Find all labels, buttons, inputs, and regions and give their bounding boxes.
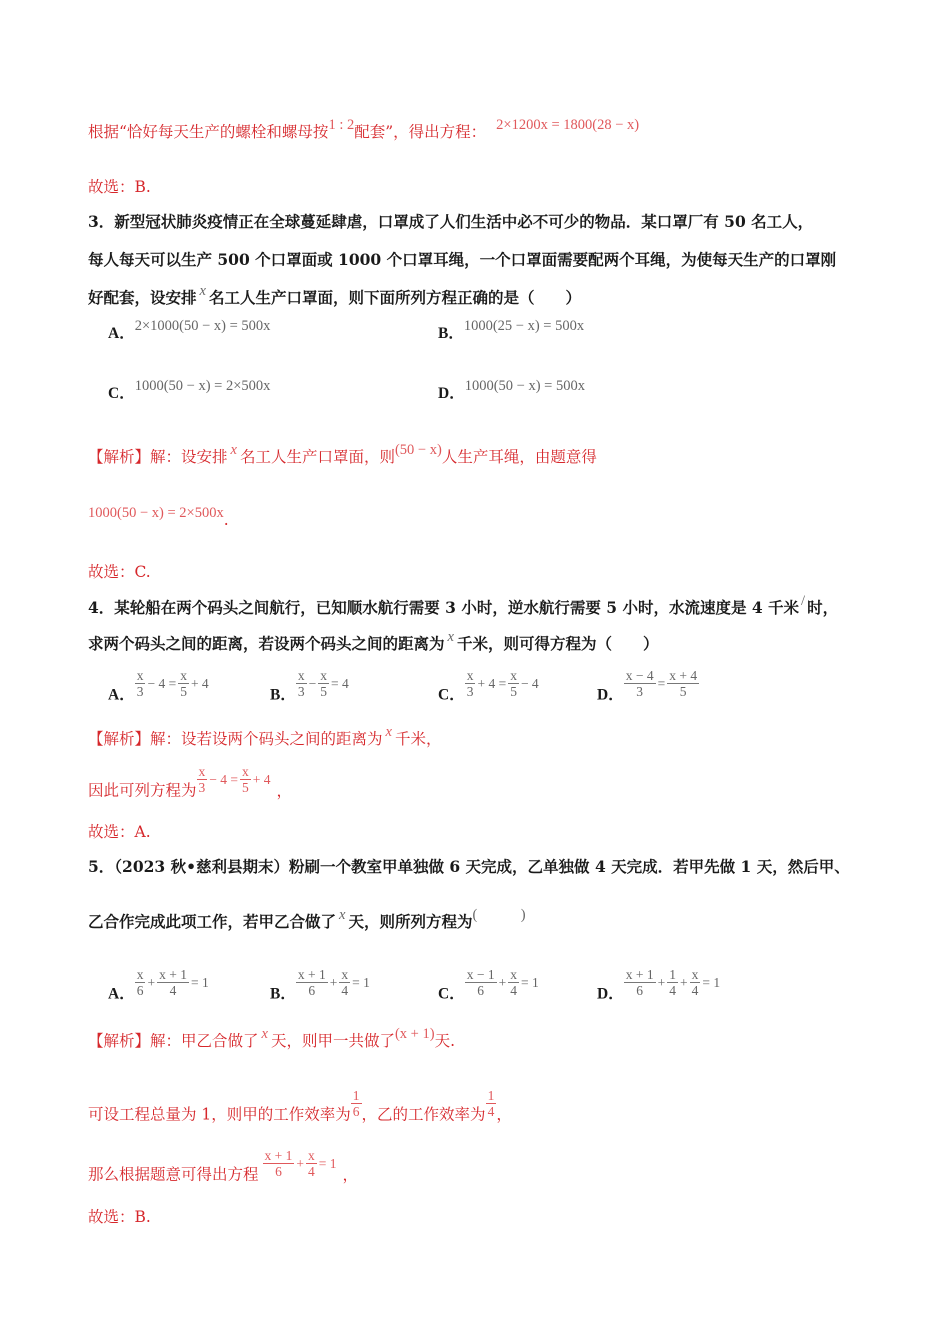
q4-option-c-label: C． <box>438 686 465 704</box>
q4-option-d[interactable] <box>597 668 699 705</box>
q4-b-frac2: $\frac{x}{5}$ <box>320 668 327 699</box>
q3-line3-a: 好配套，设安排 <box>88 288 197 307</box>
q4-sol2-a: 因此可列方程为 <box>88 781 197 800</box>
q3-option-a-label: A． <box>108 325 135 342</box>
q4-a-mid: − 4 = <box>147 675 177 691</box>
q4-a-tail: + 4 <box>190 675 209 691</box>
q5-option-b[interactable]: B． $\frac{x + 1}{6}$ + $\frac{x}{4}$ = 1 <box>270 967 370 1003</box>
q5-d-frac2: $\frac{1}{4}$ <box>669 967 676 998</box>
q5-sol-b: 天，则甲一共做了 <box>270 1032 395 1050</box>
q3-option-c-label: C． <box>108 385 135 402</box>
q4-d-frac2: $\frac{x + 4}{5}$ <box>669 668 698 699</box>
q5-a-tail: = 1 <box>190 974 209 990</box>
q3-sol-eq: 1000(50 − x) = 2×500x <box>88 505 224 521</box>
q3-var: x <box>199 283 206 299</box>
q5-eff1-frac: $\frac{1}{6}$ <box>352 1088 360 1119</box>
q4-b-tail: = 4 <box>330 675 349 691</box>
q4-line2-a: 求两个码头之间的距离，若设两个码头之间的距离为 <box>88 634 445 653</box>
q5-sol3-a: 那么根据题意可得出方程 <box>88 1165 259 1184</box>
q4-b-mid: − <box>308 675 317 691</box>
q4-sol-a: 【解析】解：设若设两个码头之间的距离为 <box>88 730 383 748</box>
q5-option-d[interactable]: D． $\frac{x + 1}{6}$ + $\frac{1}{4}$ + $\frac{x}{4}$ = 1 <box>597 967 721 1003</box>
q3-answer: 故选：C. <box>88 563 151 581</box>
q3-option-c[interactable] <box>108 378 271 403</box>
q4-c-frac1: $\frac{x}{3}$ <box>466 668 474 699</box>
q4-line1-a: 4．某轮船在两个码头之间航行，已知顺水航行需要 3 小时，逆水航行需要 5 小时，水流速度是 4 千米 <box>88 598 800 617</box>
q5-b-tail: = 1 <box>352 974 370 990</box>
q5-option-c-label: C． <box>438 985 465 1003</box>
q5-paren: ( ) <box>472 907 526 923</box>
q5-sol-frac1: $\frac{x + 1}{6}$ <box>264 1148 293 1179</box>
q5-d-frac3: $\frac{x}{4}$ <box>691 967 699 998</box>
q4-c-mid: + 4 = <box>477 675 507 691</box>
q5-sol-c: 天. <box>434 1032 455 1050</box>
q5-option-a[interactable]: A． $\frac{x}{6}$ + $\frac{x + 1}{4}$ = 1 <box>108 967 209 1003</box>
q5-option-d-label: D． <box>597 985 624 1003</box>
q5-solution-line3 <box>88 1148 358 1185</box>
q4-sol-var: x <box>385 724 392 740</box>
q4-line2-b: 千米，则可得方程为（ ） <box>456 634 659 653</box>
q5-option-a-label: A． <box>108 985 135 1003</box>
q3-sol-c: 人生产耳绳，由题意得 <box>441 448 597 466</box>
q4-c-frac2: $\frac{x}{5}$ <box>510 668 517 699</box>
q5-option-b-label: B． <box>270 985 296 1003</box>
q4-solution-line1 <box>88 724 442 750</box>
q5-eff2-frac: $\frac{1}{4}$ <box>487 1088 495 1119</box>
q5-sol2-b: ，乙的工作效率为 <box>361 1105 486 1124</box>
q3-option-b-eq: 1000(25 − x) = 500x <box>463 318 585 334</box>
q5-sol3-b: ， <box>342 1165 359 1184</box>
q5-line2 <box>88 907 526 933</box>
q3-line3 <box>88 283 581 309</box>
q3-option-d[interactable] <box>438 378 585 403</box>
q3-sol-b: 名工人生产口罩面，则 <box>239 448 395 466</box>
q5-answer: 故选：B. <box>88 1208 151 1226</box>
q3-option-a-eq: 2×1000(50 − x) = 500x <box>134 318 271 334</box>
q5-c-frac2: $\frac{x}{4}$ <box>510 967 517 998</box>
q2-text-b: 配套”，得出方程： <box>354 123 487 141</box>
q3-solution-line2 <box>88 505 229 531</box>
q3-sol-dot: . <box>223 511 229 529</box>
q5-solution-line2 <box>88 1088 512 1125</box>
q5-line2-a: 乙合作完成此项工作，若甲乙合做了 <box>88 912 337 931</box>
q5-b-frac2: $\frac{x}{4}$ <box>341 967 349 998</box>
q5-sol-expr: (x + 1) <box>394 1026 435 1042</box>
q5-line2-b: 天，则所列方程为 <box>348 912 473 931</box>
q5-sol-var: x <box>261 1026 268 1042</box>
q4-a-frac1: $\frac{x}{3}$ <box>136 668 144 699</box>
q3-option-b[interactable] <box>438 318 585 343</box>
q4-line1 <box>88 593 839 619</box>
q3-option-b-label: B． <box>438 325 464 342</box>
q5-sol-a: 【解析】解：甲乙合做了 <box>88 1032 259 1050</box>
q5-d-tail: = 1 <box>702 974 721 990</box>
q4-option-a[interactable] <box>108 668 211 705</box>
q5-option-c[interactable]: C． $\frac{x - 1}{6}$ + $\frac{x}{4}$ = 1 <box>438 967 539 1003</box>
q4-option-c[interactable] <box>438 668 541 705</box>
q4-option-a-label: A． <box>108 686 135 704</box>
q3-sol-var: x <box>230 442 237 458</box>
q4-option-b-label: B． <box>270 686 296 704</box>
q5-sol2-c: ， <box>496 1105 512 1124</box>
q4-a-frac2: $\frac{x}{5}$ <box>180 668 187 699</box>
q5-a-frac1: $\frac{x}{6}$ <box>136 967 144 998</box>
q5-sol-tail: = 1 <box>318 1155 337 1171</box>
q2-ratio: 1 : 2 <box>328 117 355 133</box>
q4-option-b[interactable] <box>270 668 351 705</box>
q4-d-mid: = <box>657 675 666 691</box>
q5-b-frac1: $\frac{x + 1}{6}$ <box>297 967 326 998</box>
q4-c-tail: − 4 <box>520 675 539 691</box>
q3-option-a[interactable] <box>108 318 271 343</box>
q3-option-c-eq: 1000(50 − x) = 2×500x <box>134 378 271 394</box>
q3-line2: 每人每天可以生产 500 个口罩面或 1000 个口罩耳绳，一个口罩面需要配两个耳绳，为使每天生产的口罩刚 <box>88 250 837 269</box>
q4-d-frac1: $\frac{x - 4}{3}$ <box>625 668 654 699</box>
q3-solution-line1 <box>88 442 597 468</box>
q5-c-tail: = 1 <box>520 974 539 990</box>
q4-slash: / <box>801 593 806 609</box>
q2-equation: 2×1200x = 1800(28 − x) <box>496 117 640 133</box>
q3-sol-expr: (50 − x) <box>394 442 442 458</box>
q4-var: x <box>447 629 454 645</box>
q4-b-frac1: $\frac{x}{3}$ <box>297 668 305 699</box>
q2-equation-line <box>88 117 640 143</box>
q4-sol2-b: ， <box>276 781 293 800</box>
q3-sol-a: 【解析】解：设安排 <box>88 448 228 466</box>
q4-sol-frac2: $\frac{x}{5}$ <box>242 764 249 795</box>
q4-line2 <box>88 629 659 655</box>
q3-line3-b: 名工人生产口罩面，则下面所列方程正确的是（ ） <box>208 288 581 307</box>
q5-solution-line1 <box>88 1026 455 1052</box>
q2-text-a: 根据“恰好每天生产的螺栓和螺母按 <box>88 123 329 141</box>
q4-sol-mid: − 4 = <box>209 771 238 787</box>
q5-a-frac2: $\frac{x + 1}{4}$ <box>159 967 187 998</box>
q5-c-frac1: $\frac{x - 1}{6}$ <box>466 967 495 998</box>
q5-line1: 5．（2023 秋•慈利县期末）粉刷一个教室甲单独做 6 天完成，乙单独做 4 天完成．若甲先做 1 天，然后甲、 <box>88 857 850 876</box>
q3-line1: 3．新型冠状肺炎疫情正在全球蔓延肆虐，口罩成了人们生活中必不可少的物品．某口罩厂有 50 名工人， <box>88 212 814 231</box>
q5-d-frac1: $\frac{x + 1}{6}$ <box>625 967 654 998</box>
q5-sol2-a: 可设工程总量为 1，则甲的工作效率为 <box>88 1105 351 1124</box>
q4-sol-frac1: $\frac{x}{3}$ <box>198 764 206 795</box>
q4-sol-tail: + 4 <box>252 771 271 787</box>
q4-line1-b: 时， <box>807 598 839 617</box>
q4-sol-b: 千米， <box>394 730 442 748</box>
q2-answer: 故选：B. <box>88 178 151 196</box>
q5-sol-frac2: $\frac{x}{4}$ <box>308 1148 315 1179</box>
q5-sol-op: + <box>296 1155 305 1171</box>
q3-option-d-eq: 1000(50 − x) = 500x <box>464 378 585 394</box>
q4-option-d-label: D． <box>597 686 624 704</box>
q3-option-d-label: D． <box>438 385 465 402</box>
q4-answer: 故选：A. <box>88 823 151 841</box>
q4-solution-line2 <box>88 764 292 801</box>
q5-var: x <box>339 907 346 923</box>
